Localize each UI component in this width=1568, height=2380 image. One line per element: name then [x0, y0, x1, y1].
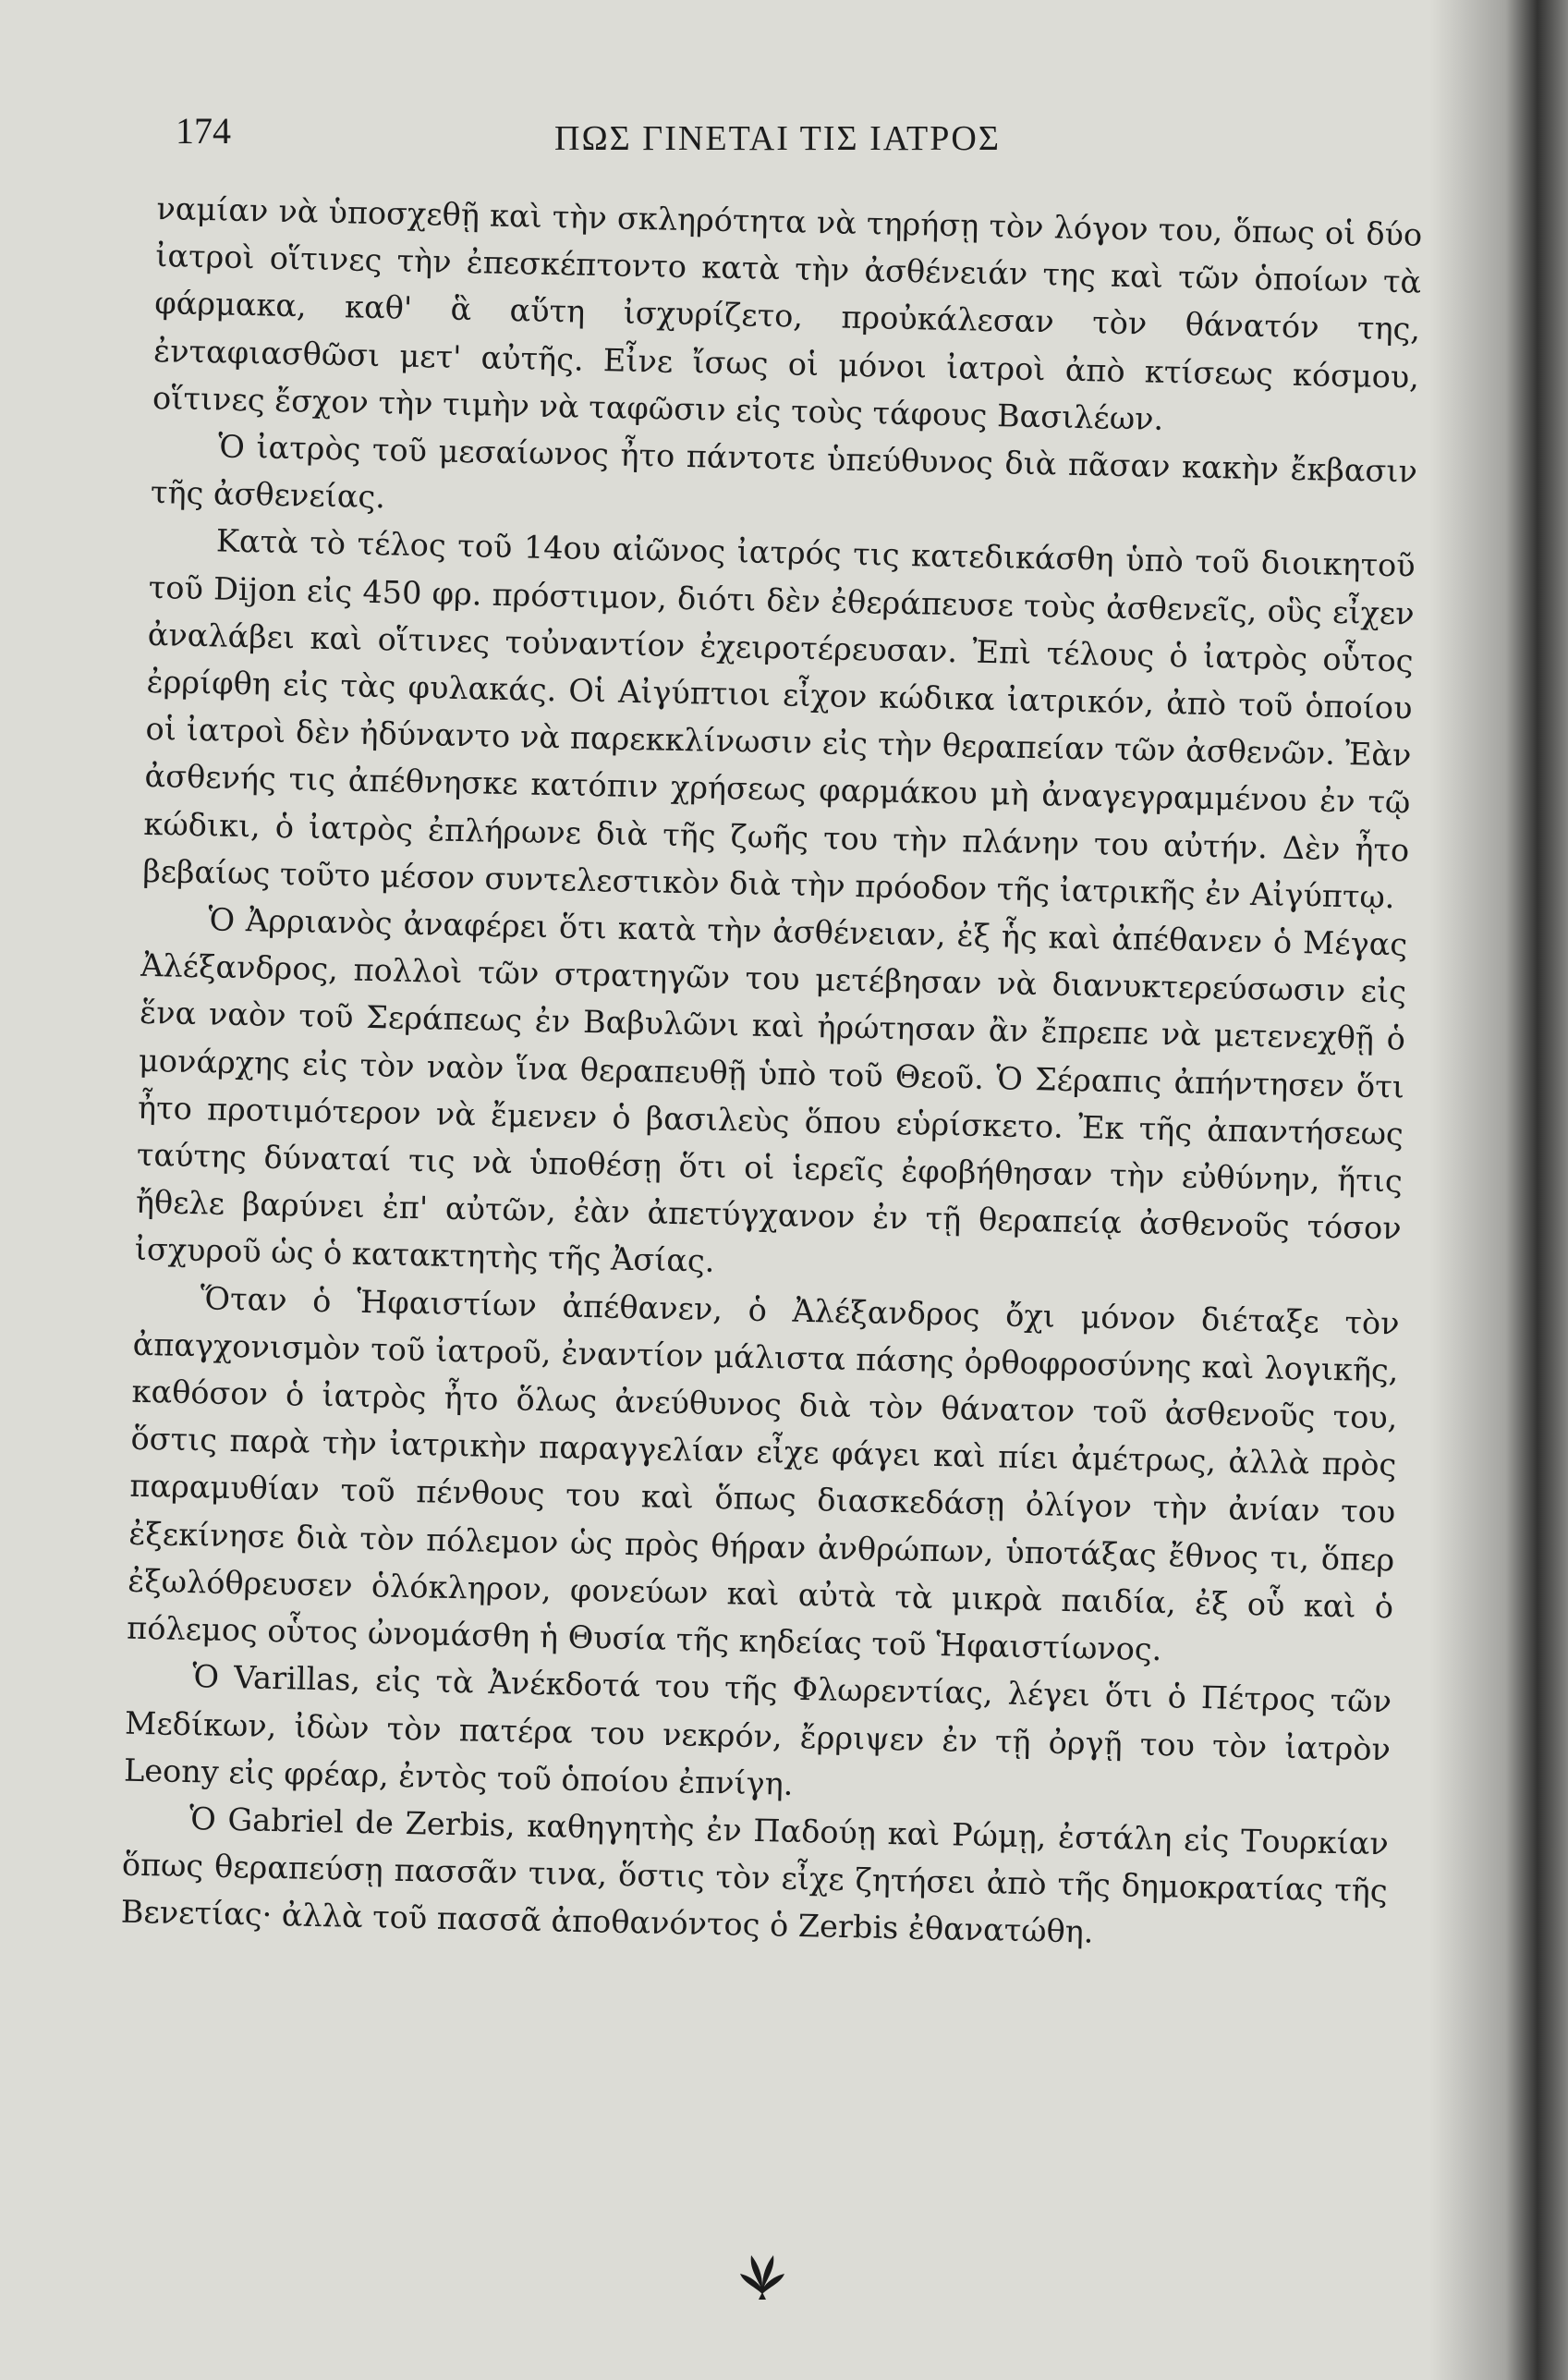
paragraph: Ὁ ἰατρὸς τοῦ μεσαίωνος ἦτο πάντοτε ὑπεύθυνος διὰ πᾶσαν κακὴν ἔκβασιν τῆς ἀσθενείας. — [150, 428, 1418, 516]
paragraph-continued: ναμίαν νὰ ὑποσχεθῇ καὶ τὴν σκληρότητα νὰ τηρήσῃ τὸν λόγον του, ὅπως οἱ δύο ἰατροὶ οἵτινες τὴν ἐπεσκέπτοντο κατὰ τὴν ἀσθένειάν της καὶ τῶν ὁποίων τὰ φάρμακα, καθ' ἃ αὕτη ἰσχυρίζετο, προὐκάλεσαν τὸν θάνατόν της, ἐνταφιασθῶσι μετ' αὐτῆς. Εἶνε ἴσως οἱ μόνοι ἰατροὶ ἀπὸ κτίσεως κόσμου, οἵτινες ἔσχον τὴν τιμὴν νὰ ταφῶσιν εἰς τοὺς τάφους Βασιλέων. — [152, 189, 1423, 437]
paragraph: Ὁ Varillas, εἰς τὰ Ἀνέκδοτά του τῆς Φλωρεντίας, λέγει ὅτι ὁ Πέτρος τῶν Μεδίκων, ἰδὼν τὸν πατέρα του νεκρόν, ἔρριψεν ἐν τῇ ὀργῇ του τὸν ἰατρὸν Leony εἰς φρέαρ, ἐντὸς τοῦ ὁποίου ἐπνίγη. — [123, 1658, 1392, 1802]
page-number: 174 — [176, 110, 231, 152]
paragraph: Ὅταν ὁ Ἡφαιστίων ἀπέθανεν, ὁ Ἀλέξανδρος ὄχι μόνον διέταξε τὸν ἀπαγχονισμὸν τοῦ ἰατροῦ, ἐναντίον μάλιστα πάσης ὀρθοφροσύνης καὶ λογικῆς, καθόσον ὁ ἰατρὸς ἦτο ὅλως ἀνεύθυνος διὰ τὸν θάνατον τοῦ ἀσθενοῦς του, ὅστις παρὰ τὴν ἰατρικὴν παραγγελίαν εἶχε φάγει καὶ πίει ἀμέτρως, ἀλλὰ πρὸς παραμυθίαν τοῦ πένθους του καὶ ὅπως διασκεδάσῃ ὀλίγον τὴν ἀνίαν του ἐξεκίνησε διὰ τὸν πόλεμον ὡς πρὸς θήραν ἀνθρώπων, ὑποτάξας ἔθνος τι, ὅπερ ἐξωλόθρευσεν ὁλόκληρον, φονεύων καὶ αὐτὰ τὰ μικρὰ παιδία, ἐξ οὗ καὶ ὁ πόλεμος οὗτος ὠνομάσθη ἡ Θυσία τῆς κηδείας τοῦ Ἡφαιστίωνος. — [126, 1279, 1400, 1668]
paragraph: Κατὰ τὸ τέλος τοῦ 14ου αἰῶνος ἰατρός τις κατεδικάσθη ὑπὸ τοῦ διοικητοῦ τοῦ Dijon εἰς 450 φρ. πρόστιμον, διότι δὲν ἐθεράπευσε τοὺς ἀσθενεῖς, οὓς εἶχεν ἀναλάβει καὶ οἵτινες τοὐναντίον ἐχειροτέρευσαν. Ἐπὶ τέλους ὁ ἰατρὸς οὗτος ἐρρίφθη εἰς τὰς φυλακάς. Οἱ Αἰγύπτιοι εἶχον κώδικα ἰατρικόν, ἀπὸ τοῦ ὁποίου οἱ ἰατροὶ δὲν ἠδύναντο νὰ παρεκκλίνωσιν εἰς τὴν θεραπείαν τῶν ἀσθενῶν. Ἐὰν ἀσθενής τις ἀπέθνησκε κατόπιν χρήσεως φαρμάκου μὴ ἀναγεγραμμένου ἐν τῷ κώδικι, ὁ ἰατρὸς ἐπλήρωνε διὰ τῆς ζωῆς του τὴν πλάνην του αὐτήν. Δὲν ἦτο βεβαίως τοῦτο μέσον συντελεστικὸν διὰ τὴν πρόοδον τῆς ἰατρικῆς ἐν Αἰγύπτῳ. — [142, 522, 1416, 916]
fleuron-icon — [735, 2246, 790, 2301]
running-title: ΠΩΣ ΓΙΝΕΤΑΙ ΤΙΣ ΙΑΤΡΟΣ — [554, 119, 1001, 158]
body-text — [120, 185, 1422, 1962]
paragraph: Ὁ Ἀρριανὸς ἀναφέρει ὅτι κατὰ τὴν ἀσθένειαν, ἐξ ἧς καὶ ἀπέθανεν ὁ Μέγας Ἀλέξανδρος, πολλοὶ τῶν στρατηγῶν του μετέβησαν νὰ διανυκτερεύσωσιν εἰς ἕνα ναὸν τοῦ Σεράπεως ἐν Βαβυλῶνι καὶ ἠρώτησαν ἂν ἔπρεπε νὰ μετενεχθῇ ὁ μονάρχης εἰς τὸν ναὸν ἵνα θεραπευθῇ ὑπὸ τοῦ Θεοῦ. Ὁ Σέραπις ἀπήντησεν ὅτι ἦτο προτιμότερον νὰ ἔμενεν ὁ βασιλεὺς ὅπου εὑρίσκετο. Ἐκ τῆς ἀπαντήσεως ταύτης δύναταί τις νὰ ὑποθέσῃ ὅτι οἱ ἱερεῖς ἐφοβήθησαν τὴν εὐθύνην, ἥτις ἤθελε βαρύνει ἐπ' αὐτῶν, ἐὰν ἀπετύγχανον ἐν τῇ θεραπείᾳ ἀσθενοῦς τόσον ἰσχυροῦ ὡς ὁ κατακτητὴς τῆς Ἀσίας. — [134, 901, 1408, 1280]
page-gutter-shadow — [1429, 0, 1568, 2380]
page-header — [166, 109, 1460, 174]
paragraph: Ὁ Gabriel de Zerbis, καθηγητὴς ἐν Παδούῃ καὶ Ρώμῃ, ἐστάλη εἰς Τουρκίαν ὅπως θεραπεύσῃ πασσᾶν τινα, ὅστις τὸν εἶχε ζητήσει ἀπὸ τῆς δημοκρατίας τῆς Βενετίας· ἀλλὰ τοῦ πασσᾶ ἀποθανόντος ὁ Zerbis ἐθανατώθη. — [120, 1800, 1390, 1950]
